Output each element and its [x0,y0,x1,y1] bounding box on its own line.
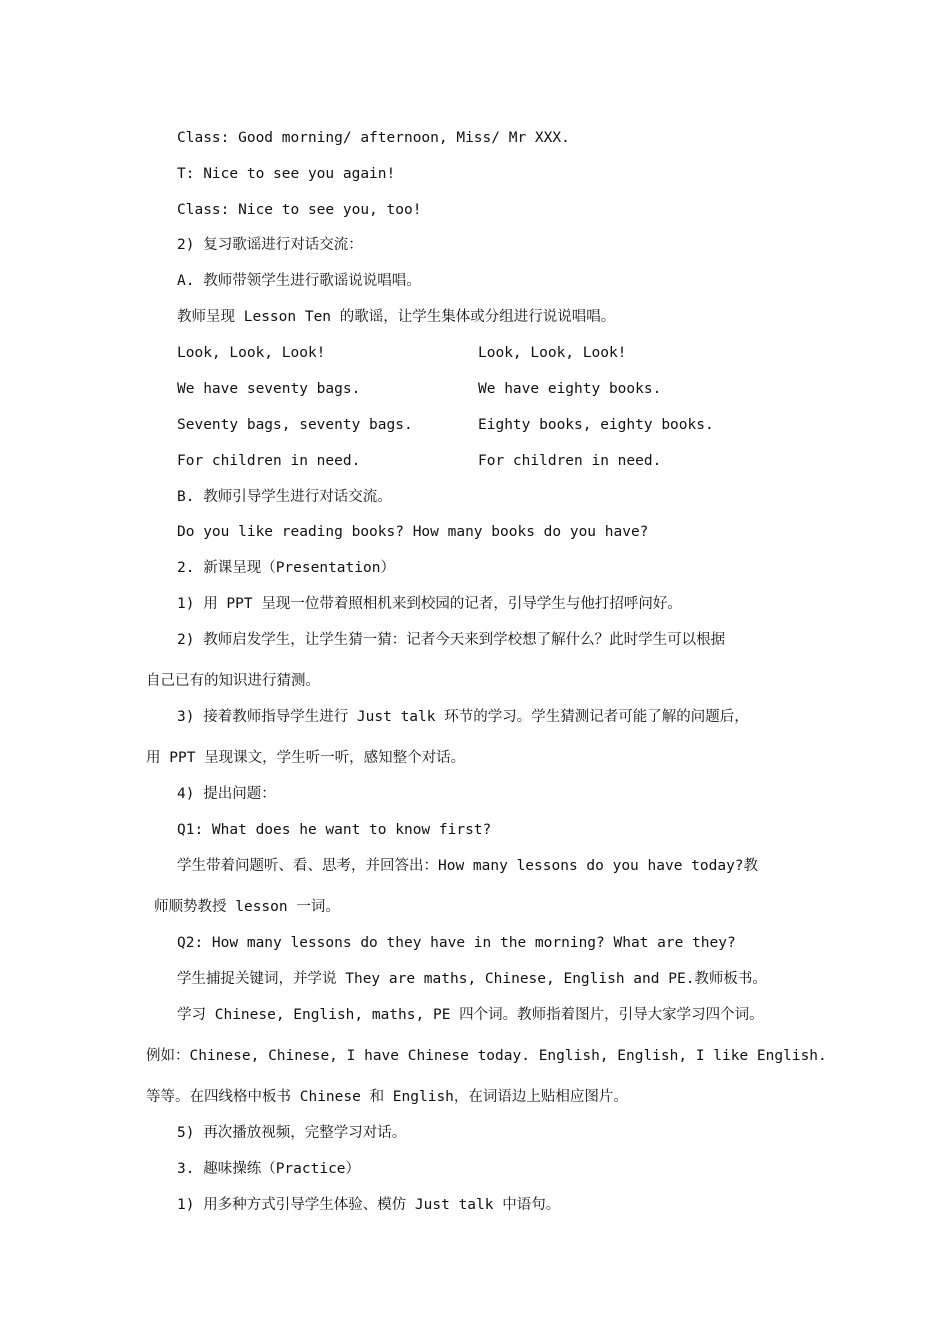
section-heading: 2. 新课呈现（Presentation） [177,560,395,576]
paragraph-line: 学生带着问题听、看、思考，并回答出：How many lessons do you have today?教 [177,858,759,874]
chant-left-line: For children in need. [177,453,361,469]
paragraph-line: 学习 Chinese, English, maths, PE 四个词。教师指着图片，引导大家学习四个词。 [177,1007,764,1023]
paragraph-line: 用 PPT 呈现课文，学生听一听，感知整个对话。 [146,750,466,766]
paragraph-line: 等等。在四线格中板书 Chinese 和 English，在词语边上贴相应图片。 [146,1089,628,1105]
question-line: Q2: How many lessons do they have in the morning? What are they? [177,935,736,951]
chant-right-line: Eighty books, eighty books. [478,417,714,433]
paragraph-line: 学生捕捉关键词，并学说 They are maths, Chinese, English and PE.教师板书。 [177,971,767,987]
paragraph-line: 教师呈现 Lesson Ten 的歌谣，让学生集体或分组进行说说唱唱。 [177,309,616,325]
step-item: 3) 接着教师指导学生进行 Just talk 环节的学习。学生猜测记者可能了解的问题后， [177,709,749,725]
step-heading: 2) 复习歌谣进行对话交流： [177,237,363,253]
step-item: 5) 再次播放视频，完整学习对话。 [177,1125,407,1141]
paragraph-line: 例如：Chinese, Chinese, I have Chinese today. English, English, I like English. [146,1048,827,1064]
paragraph-line: Do you like reading books? How many books do you have? [177,524,649,540]
step-item: 4) 提出问题： [177,786,276,802]
step-item: B. 教师引导学生进行对话交流。 [177,489,392,505]
section-heading: 3. 趣味操练（Practice） [177,1161,361,1177]
chant-left-line: Seventy bags, seventy bags. [177,417,413,433]
chant-right-line: Look, Look, Look! [478,345,627,361]
chant-left-line: Look, Look, Look! [177,345,326,361]
step-item: A. 教师带领学生进行歌谣说说唱唱。 [177,273,421,289]
step-item: 2) 教师启发学生，让学生猜一猜：记者今天来到学校想了解什么？此时学生可以根据 [177,632,726,648]
paragraph-line: 师顺势教授 lesson 一词。 [154,899,340,915]
dialogue-line: Class: Nice to see you, too! [177,202,422,218]
paragraph-line: 自己已有的知识进行猜测。 [146,673,320,689]
dialogue-line: Class: Good morning/ afternoon, Miss/ Mr XXX. [177,130,570,146]
chant-right-line: We have eighty books. [478,381,662,397]
chant-right-line: For children in need. [478,453,662,469]
dialogue-line: T: Nice to see you again! [177,166,396,182]
question-line: Q1: What does he want to know first? [177,822,492,838]
step-item: 1) 用 PPT 呈现一位带着照相机来到校园的记者，引导学生与他打招呼问好。 [177,596,682,612]
step-item: 1) 用多种方式引导学生体验、模仿 Just talk 中语句。 [177,1197,561,1213]
chant-left-line: We have seventy bags. [177,381,361,397]
